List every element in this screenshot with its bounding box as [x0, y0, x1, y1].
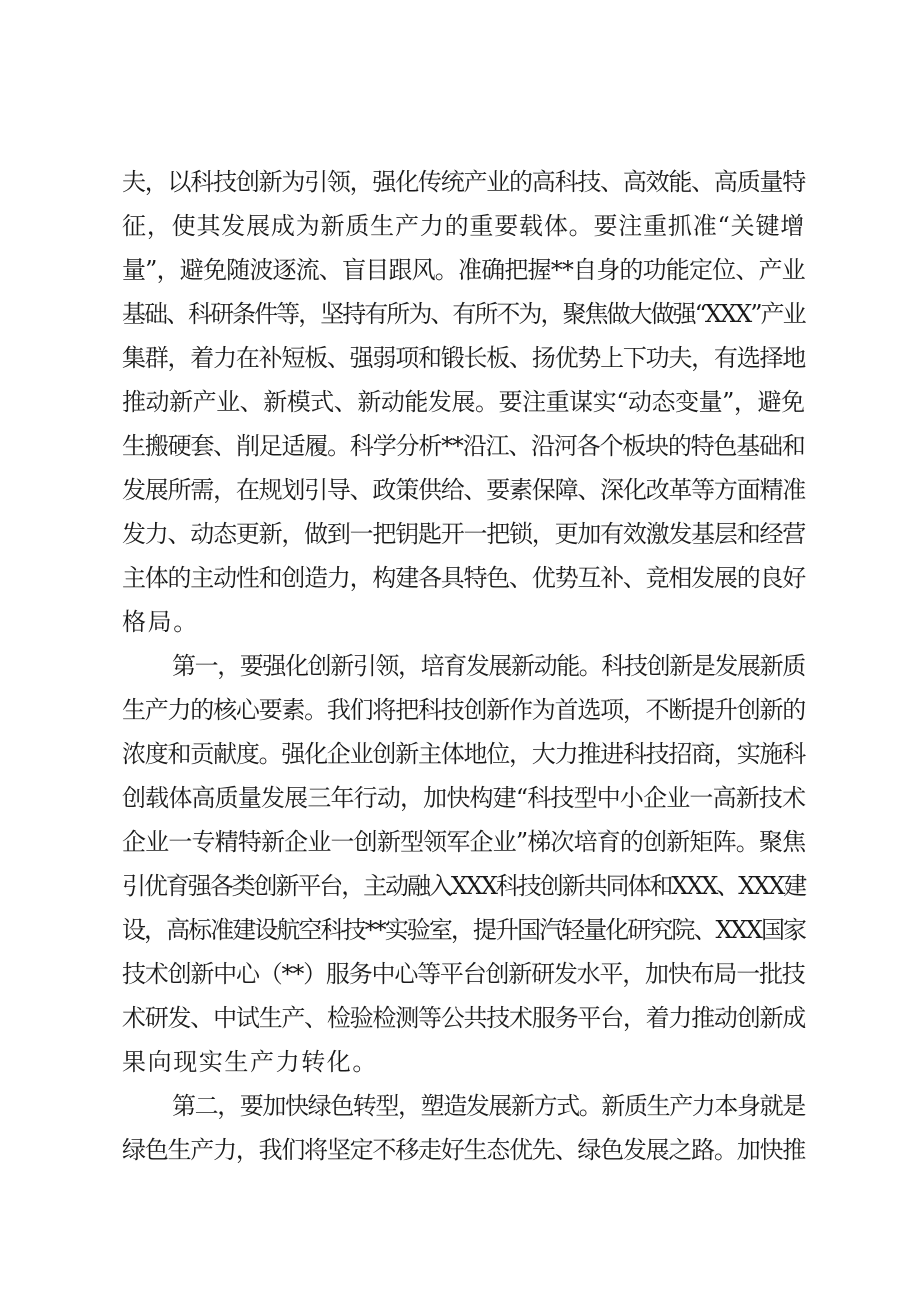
paragraph-line: 发展所需，在规划引导、政策供给、要素保障、深化改革等方面精准 [122, 476, 805, 504]
paragraph-line: 浓度和贡献度。强化企业创新主体地位，大力推进科技招商，实施科 [122, 740, 805, 768]
paragraph-line: 果向现实生产力转化。 [122, 1048, 378, 1076]
paragraph-line: 企业一专精特新企业一创新型领军企业”梯次培育的创新矩阵。聚焦 [122, 828, 806, 856]
paragraph-line: 设，高标准建设航空科技**实验室，提升国汽轻量化研究院、XXX国家 [122, 916, 806, 944]
paragraph-line: 量”，避免随波逐流、盲目跟风。准确把握**自身的功能定位、产业 [122, 256, 805, 284]
paragraph-first-line: 第一，要强化创新引领，培育发展新动能。科技创新是发展新质 [172, 652, 805, 680]
paragraph-line: 征，使其发展成为新质生产力的重要载体。要注重抓准“关键增 [122, 212, 806, 240]
paragraph-line: 基础、科研条件等，坚持有所为、有所不为，聚焦做大做强“XXX”产业 [122, 300, 805, 328]
paragraph-line: 术研发、中试生产、检验检测等公共技术服务平台，着力推动创新成 [122, 1004, 805, 1032]
paragraph-line: 夫，以科技创新为引领，强化传统产业的高科技、高效能、高质量特 [122, 168, 805, 196]
paragraph-line: 推动新产业、新模式、新动能发展。要注重谋实“动态变量”，避免 [122, 388, 805, 416]
paragraph-line: 生产力的核心要素。我们将把科技创新作为首选项，不断提升创新的 [122, 696, 805, 724]
paragraph-line: 集群，着力在补短板、强弱项和锻长板、扬优势上下功夫，有选择地 [122, 344, 805, 372]
paragraph-line: 格局。 [122, 608, 199, 636]
paragraph-line: 发力、动态更新，做到一把钥匙开一把锁，更加有效激发基层和经营 [122, 520, 805, 548]
paragraph-first-line: 第二，要加快绿色转型，塑造发展新方式。新质生产力本身就是 [172, 1092, 805, 1120]
paragraph-line: 绿色生产力，我们将坚定不移走好生态优先、绿色发展之路。加快推 [122, 1136, 805, 1164]
paragraph-line: 主体的主动性和创造力，构建各具特色、优势互补、竞相发展的良好 [122, 564, 805, 592]
paragraph-line: 引优育强各类创新平台，主动融入XXX科技创新共同体和XXX、XXX建 [122, 872, 806, 900]
paragraph-line: 生搬硬套、削足适履。科学分析**沿江、沿河各个板块的特色基础和 [122, 432, 805, 460]
paragraph-line: 创载体高质量发展三年行动，加快构建“科技型中小企业一高新技术 [122, 784, 806, 812]
paragraph-line: 技术创新中心（**）服务中心等平台创新研发水平，加快布局一批技 [122, 960, 805, 988]
